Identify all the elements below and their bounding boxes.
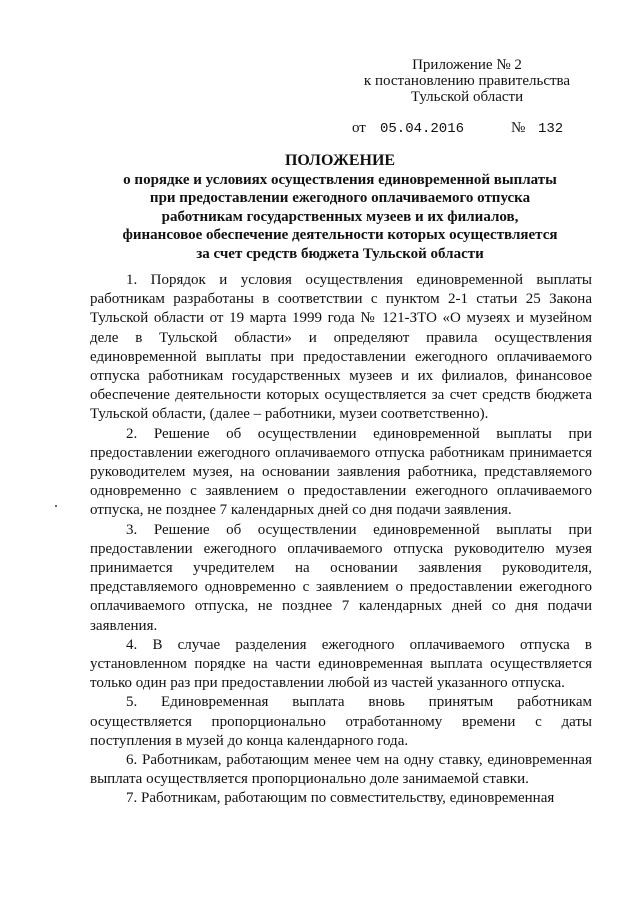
paragraph-1: 1. Порядок и условия осуществления единовременной выплаты работникам разработаны в соответствии с пунктом 2-1 статьи 25 Закона Тульской области от 19 марта 1999 года № 121-ЗТО «О музеях и музейном деле в Тульской области» и определяют правила осуществления единовременной выплаты при предоставлении ежегодного оплачиваемого отпуска работникам государственных музеев и их филиалов, финансовое обеспечение деятельности которых осуществляется за счет средств бюджета Тульской области, (далее – работники, музеи соответственно). (90, 272, 592, 423)
paragraph-4: 4. В случае разделения ежегодного оплачиваемого отпуска в установленном порядке на части единовременная выплата осуществляется только один раз при предоставлении любой из частей указанного отпуска. (90, 636, 592, 692)
title-line: за счет средств бюджета Тульской области (196, 245, 484, 262)
resolution-number: 132 (538, 121, 564, 137)
annex-line-1: Приложение № 2 (412, 57, 522, 73)
title-line: о порядке и условиях осуществления единовременной выплаты (123, 171, 557, 188)
annex-line-2: к постановлению правительства (363, 73, 571, 89)
paragraph-3: 3. Решение об осуществлении единовременной выплаты при предоставлении ежегодного оплачиваемого отпуска руководителю музея принимается учредителем на основании заявления руководителя, представляемого одновременно с заявлением о предоставлении ежегодного оплачиваемого отпуска, не позднее 7 календарных дней со дня подачи заявления. (90, 521, 592, 634)
paragraph-6: 6. Работникам, работающим менее чем на одну ставку, единовременная выплата осуществляется пропорционально доле занимаемой ставки. (90, 752, 592, 788)
document-body (90, 271, 592, 809)
date-from-label: от (352, 120, 366, 136)
scan-speck (55, 505, 57, 507)
title-main: ПОЛОЖЕНИЕ (284, 152, 396, 169)
title-line: при предоставлении ежегодного оплачиваемого отпуска (149, 190, 531, 206)
resolution-date: 05.04.2016 (380, 121, 465, 137)
paragraph-7: 7. Работникам, работающим по совместительству, единовременная (126, 790, 555, 807)
paragraph-5: 5. Единовременная выплата вновь принятым работникам осуществляется пропорционально отработанному времени с даты поступления в музей до конца календарного года. (90, 694, 592, 749)
annex-line-3: Тульской области (410, 89, 524, 105)
title-line: финансовое обеспечение деятельности которых осуществляется (122, 227, 558, 243)
paragraph-2: 2. Решение об осуществлении единовременной выплаты при предоставлении ежегодного оплачиваемого отпуска работникам принимается руководителем музея, на основании заявления работника, представляемого одновременно с заявлением о предоставлении ежегодного оплачиваемого отпуска, не позднее 7 календарных дней со дня подачи заявления. (90, 425, 592, 519)
title-line: работникам государственных музеев и их филиалов, (161, 208, 519, 225)
number-label: № (511, 120, 526, 136)
document-title (70, 152, 610, 263)
annex-header (352, 57, 582, 105)
